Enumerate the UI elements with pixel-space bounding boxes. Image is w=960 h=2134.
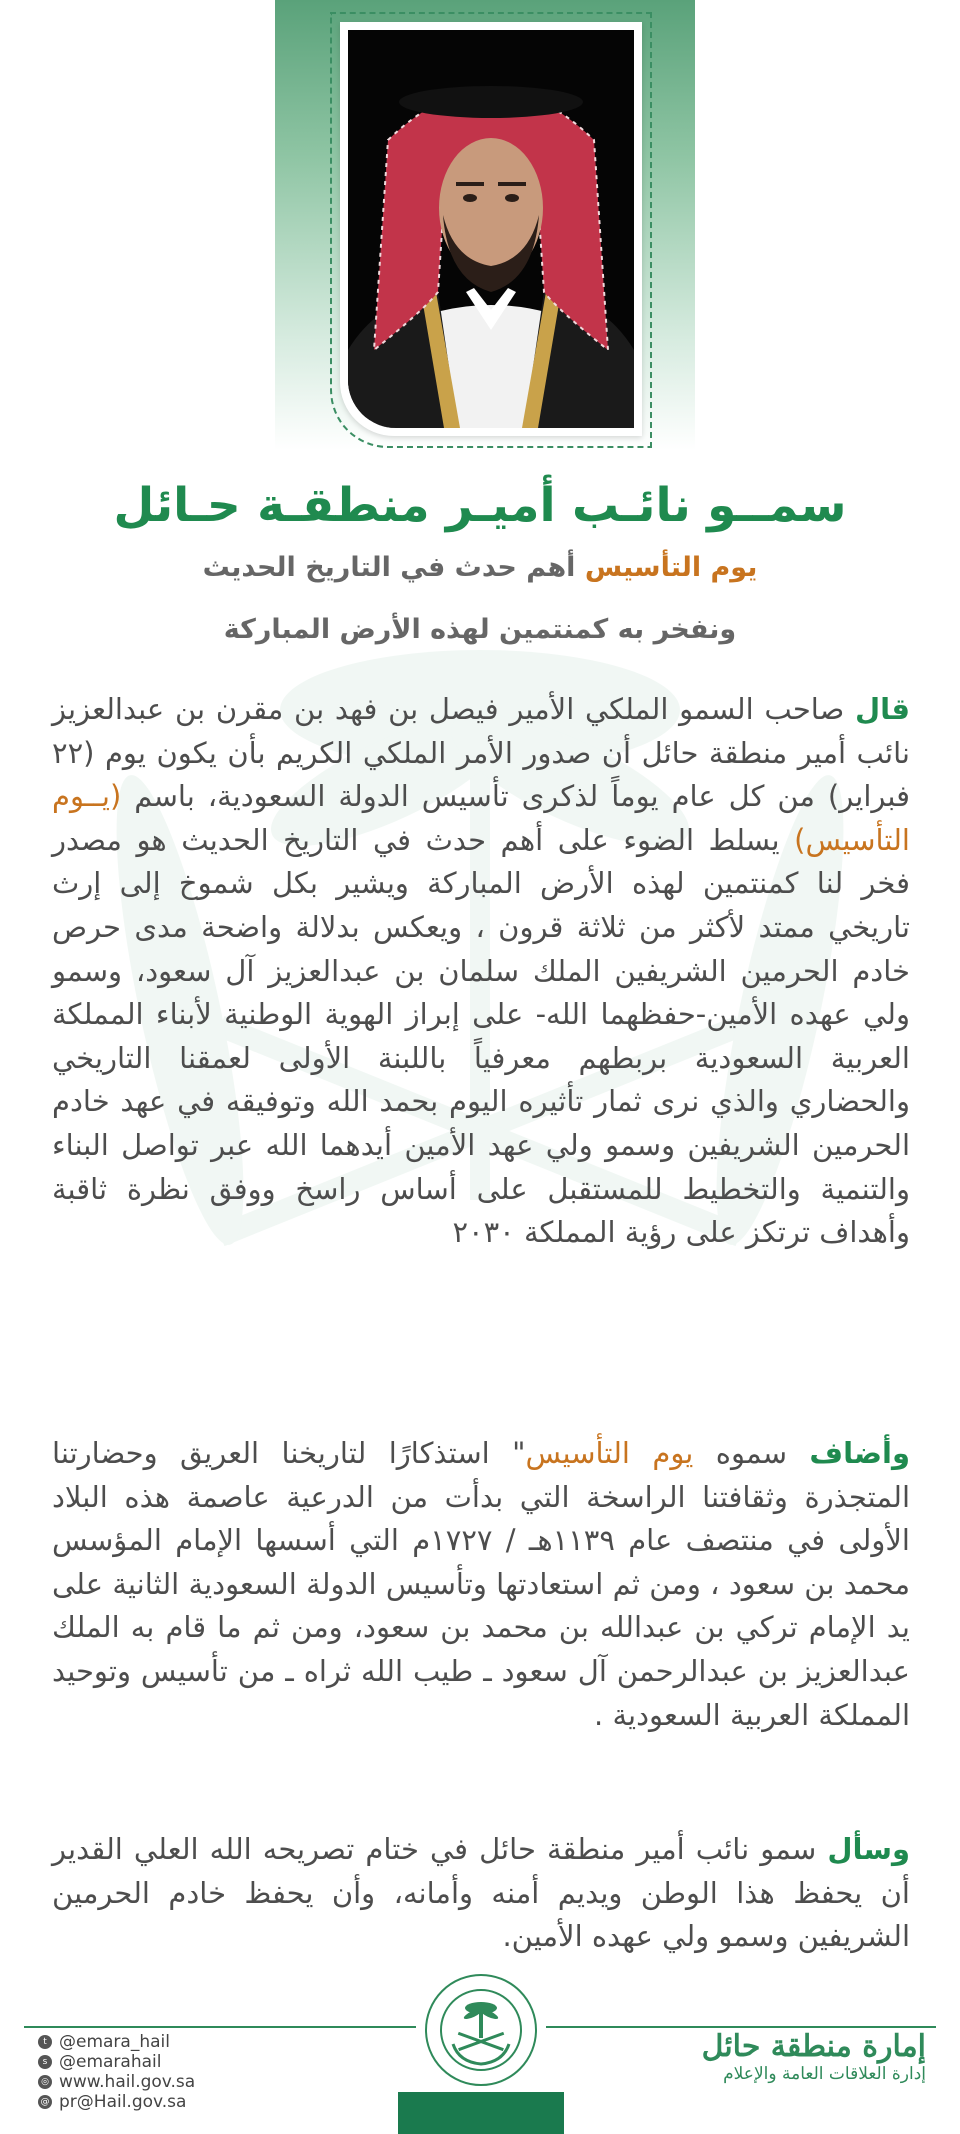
subtitle-rest: أهم حدث في التاريخ الحديث bbox=[202, 552, 585, 583]
contact-email-text: pr@Hail.gov.sa bbox=[59, 2092, 187, 2112]
logo-line-2: إدارة العلاقات العامة والإعلام bbox=[723, 2064, 926, 2084]
paragraph-2-highlight: يوم التأسيس bbox=[525, 1436, 694, 1470]
paragraph-1-highlight: (يــوم التأسيس) bbox=[52, 779, 910, 857]
snapchat-icon: s bbox=[38, 2055, 52, 2069]
page-title: سمــو نائـب أميـر منطقـة حـائل bbox=[113, 478, 847, 533]
portrait-frame bbox=[340, 22, 642, 436]
subtitle-line-1 bbox=[0, 552, 960, 584]
contact-website-text: www.hail.gov.sa bbox=[59, 2072, 196, 2092]
contact-snapchat-text: @emarahail bbox=[59, 2052, 162, 2072]
subtitle-highlight: يوم التأسيس bbox=[584, 552, 758, 583]
portrait-photo bbox=[348, 30, 634, 428]
hail-emirate-logo bbox=[702, 2030, 926, 2085]
saudi-emblem-icon bbox=[425, 1974, 537, 2086]
paragraph-2-lead: وأضاف bbox=[809, 1436, 910, 1470]
contact-twitter-text: @emara_hail bbox=[59, 2032, 170, 2052]
paragraph-1-text-b: يسلط الضوء على أهم حدث في التاريخ الحديث هو مصدر فخر لنا كمنتمين لهذه الأرض المباركة ويشير بكل شموخ إلى إرث تاريخي ممتد لأكثر من ثلاثة قرون ، ويعكس بدلالة واضحة مدى حرص خادم الحرمين الشريفين الملك سلمان بن عبدالعزيز آل سعود، وسمو ولي عهده الأمين-حفظهما الله- على إبراز الهوية الوطنية لأبناء المملكة العربية السعودية بربطهم معرفياً باللبنة الأولى لعمقنا التاريخي والحضاري والذي نرى ثمار تأثيره اليوم بحمد الله وتوفيقه في عهد خادم الحرمين الشريفين وسمو ولي عهد الأمين أيدهما الله عبر تواصل البناء والتنمية والتخطيط للمستقبل على أساس راسخ ووفق نظرة ثاقبة وأهداف ترتكز على رؤية المملكة ٢٠٣٠ bbox=[52, 822, 910, 1250]
subtitle-line-2: ونفخر به كمنتمين لهذه الأرض المباركة bbox=[223, 614, 737, 645]
globe-icon: ◎ bbox=[38, 2075, 52, 2089]
contact-snapchat[interactable] bbox=[38, 2052, 278, 2072]
paragraph-3-lead: وسأل bbox=[827, 1832, 910, 1866]
contact-website[interactable] bbox=[38, 2072, 278, 2092]
contact-list bbox=[38, 2032, 278, 2112]
footer-bar bbox=[398, 2092, 564, 2134]
contact-email[interactable] bbox=[38, 2092, 278, 2112]
footer-divider-right bbox=[546, 2026, 936, 2028]
footer-divider-left bbox=[24, 2026, 416, 2028]
paragraph-2-text-b: " استذكارًا لتاريخنا العريق وحضارتنا المتجذرة وثقافتنا الراسخة التي بدأت من الدرعية عاصمة هذه البلاد الأولى في منتصف عام ١١٣٩هـ / ١٧٢٧م التي أسسها الإمام المؤسس محمد بن سعود ، ومن ثم استعادتها وتأسيس الدولة السعودية الثانية على يد الإمام تركي بن عبدالله بن محمد بن سعود، ومن ثم ما قام به الملك عبدالعزيز بن عبدالرحمن آل سعود ـ طيب الله ثراه ـ من تأسيس وتوحيد المملكة العربية السعودية . bbox=[52, 1436, 910, 1732]
paragraph-2 bbox=[52, 1432, 910, 1737]
paragraph-2-text-a: سموه bbox=[693, 1436, 810, 1470]
paragraph-1-text-a: صاحب السمو الملكي الأمير فيصل بن فهد بن مقرن بن عبدالعزيز نائب أمير منطقة حائل أن صدور الأمر الملكي الكريم بأن يكون يوم (٢٢ فبراير) من كل عام يوماً لذكرى تأسيس الدولة السعودية، باسم bbox=[52, 692, 910, 814]
email-icon: @ bbox=[38, 2095, 52, 2109]
paragraph-1 bbox=[52, 688, 910, 1255]
twitter-icon: t bbox=[38, 2035, 52, 2049]
paragraph-1-lead: قال bbox=[854, 692, 910, 726]
contact-twitter[interactable] bbox=[38, 2032, 278, 2052]
logo-line-1: إمارة منطقة حائل bbox=[701, 2029, 926, 2064]
paragraph-3 bbox=[52, 1828, 910, 1959]
paragraph-3-text-a: سمو نائب أمير منطقة حائل في ختام تصريحه الله العلي القدير أن يحفظ هذا الوطن ويديم أمنه وأمانه، وأن يحفظ خادم الحرمين الشريفين وسمو ولي عهده الأمين. bbox=[52, 1832, 910, 1954]
